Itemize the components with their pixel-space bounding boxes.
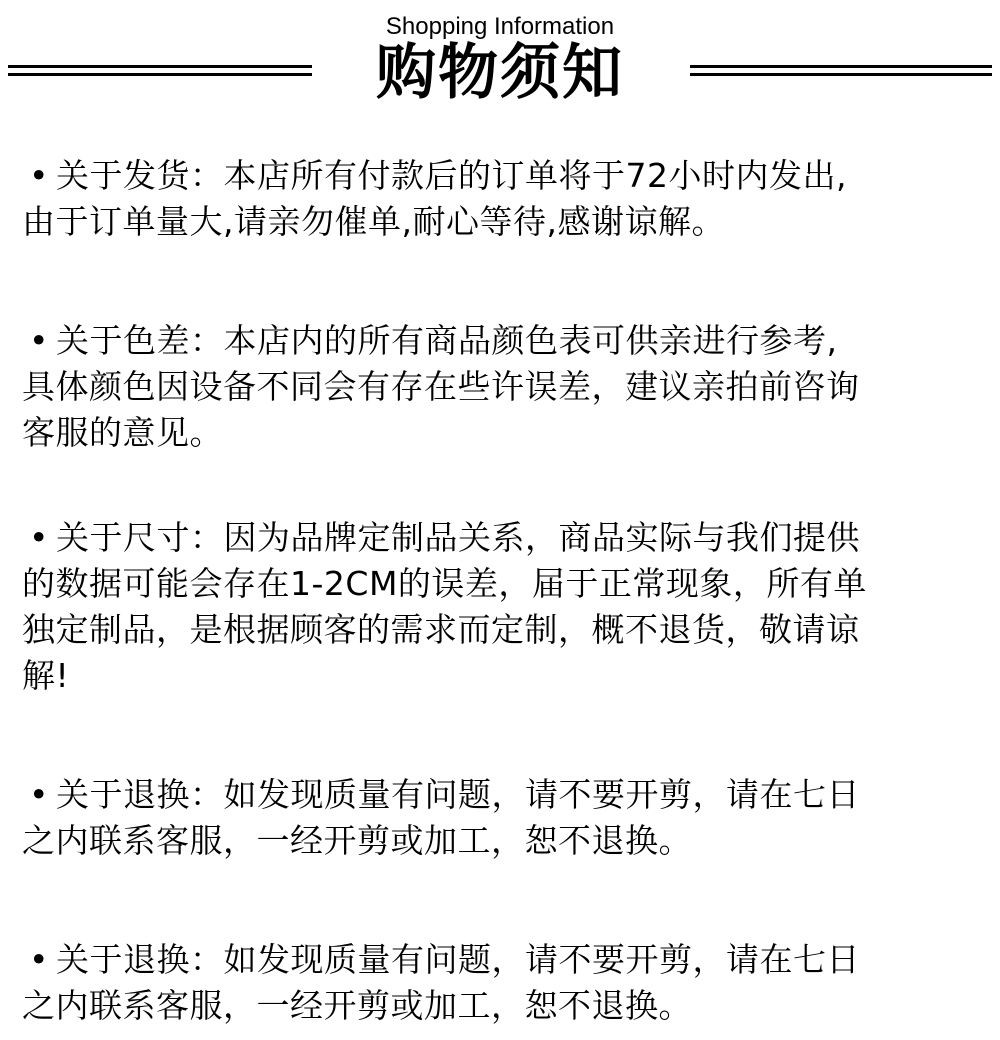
section-label: 关于尺寸： [56,518,224,557]
title-rule-right [690,65,992,75]
rule-line-top [690,65,992,68]
rule-line-bottom [690,73,992,76]
section-text: 本店内的所有商品颜色表可供亲进行参考, 具体颜色因设备不同会有存在些许误差，建议亲拍前咨询 客服的意见。 [22,321,860,452]
section-text: 本店所有付款后的订单将于72小时内发出, 由于订单量大,请亲勿催单,耐心等待,感谢谅解。 [22,156,847,241]
bullet: • [29,321,49,360]
section-label: 关于退换： [56,940,224,979]
bullet: • [29,775,49,814]
section-label: 关于退换： [56,775,224,814]
section-label: 关于色差： [56,321,224,360]
notice-section-shipping [22,153,982,245]
section-label: 关于发货： [56,156,224,195]
header [0,0,1000,110]
notice-section-returns-repeat [22,937,982,1029]
bullet: • [29,518,49,557]
section-text: 因为品牌定制品关系，商品实际与我们提供 的数据可能会存在1-2CM的误差，届于正常现象，所有单 独定制品，是根据顾客的需求而定制，概不退货，敬请谅 解! [22,518,867,695]
notice-section-size [22,515,982,699]
notice-section-returns [22,772,982,864]
section-text: 如发现质量有问题，请不要开剪，请在七日 之内联系客服，一经开剪或加工，恕不退换。 [22,775,860,860]
notice-section-color-difference [22,318,982,456]
page-title: 购物须知 [376,38,624,108]
page-subtitle: Shopping Information [385,13,615,40]
bullet: • [29,940,49,979]
section-text: 如发现质量有问题，请不要开剪，请在七日 之内联系客服，一经开剪或加工，恕不退换。 [22,940,860,1025]
bullet: • [29,156,49,195]
